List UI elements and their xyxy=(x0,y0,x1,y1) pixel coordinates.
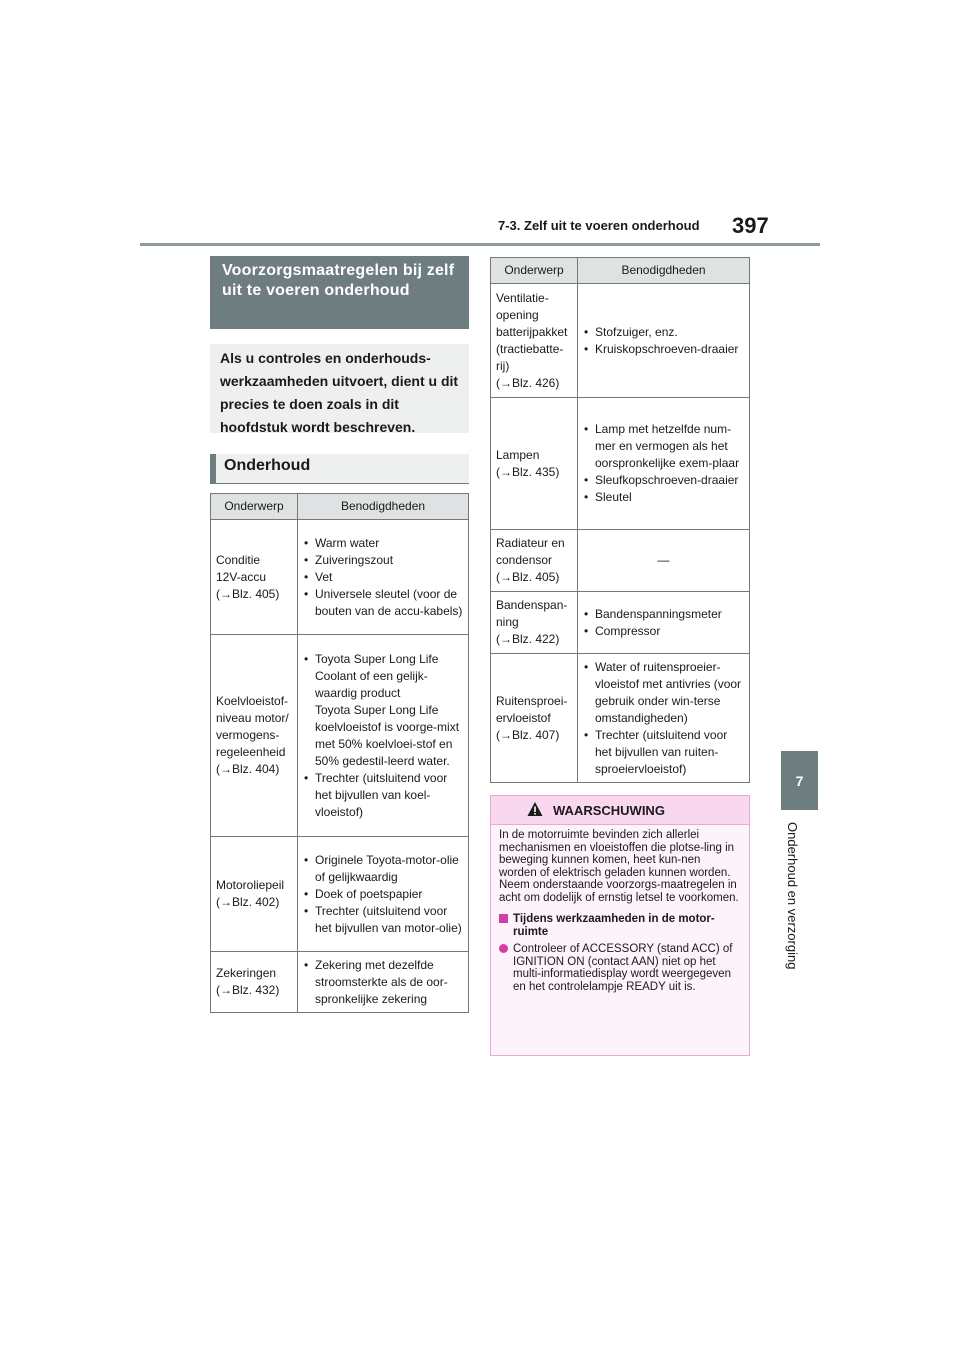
topic-line: opening xyxy=(496,307,539,322)
supplies-list xyxy=(583,659,744,778)
table-row xyxy=(491,592,750,654)
supplies-cell xyxy=(298,952,469,1013)
topic-line: Bandenspan- xyxy=(496,598,568,612)
topic-line: batterijpakket xyxy=(496,324,568,339)
topic-line: (→Blz. 435) xyxy=(496,464,560,479)
table-row xyxy=(491,398,750,530)
topic-line: vermogens- xyxy=(216,728,280,742)
supply-item: • Toyota Super Long Life Coolant of een gelijk-waardig product xyxy=(303,651,463,702)
warning-item xyxy=(499,943,741,993)
warning-triangle-icon xyxy=(527,801,543,817)
supply-item: • Water of ruitensproeier-vloeistof met antivries (voor gebruik onder win-terse omstandigheden) xyxy=(583,659,744,727)
supply-item: • Stofzuiger, enz. xyxy=(583,324,744,341)
warning-item-text: Controleer of ACCESSORY (stand ACC) of IGNITION ON (contact AAN) niet op het multi-informatiedisplay wordt weergegeven en het controlelampje READY uit is. xyxy=(513,943,733,993)
chapter-tab[interactable]: 7 xyxy=(781,751,818,810)
topic-line: (→Blz. 404) xyxy=(216,762,280,776)
supply-item: • Originele Toyota-motor-olie of gelijkwaardig xyxy=(303,852,463,886)
subheading-onderhoud: Onderhoud xyxy=(210,454,469,484)
topic-cell xyxy=(211,837,298,952)
supply-item: • Trechter (uitsluitend voor het bijvullen van motor-olie) xyxy=(303,903,463,937)
column-header-supplies: Benodigdheden xyxy=(578,258,750,284)
circle-bullet-icon xyxy=(499,944,508,953)
topic-line: Koelvloeistof- xyxy=(216,694,289,708)
topic-cell xyxy=(491,284,578,398)
topic-line: ervloeistof xyxy=(496,710,551,725)
section-title: Voorzorgsmaatregelen bij zelf uit te voeren onderhoud xyxy=(210,256,469,329)
topic-line: Radiateur en xyxy=(496,536,565,550)
warning-title: WAARSCHUWING xyxy=(553,803,665,818)
topic-cell xyxy=(491,592,578,654)
table-row xyxy=(491,654,750,783)
supplies-list xyxy=(583,606,744,640)
topic-line: Zekeringen xyxy=(216,966,277,980)
topic-line: (→Blz. 402) xyxy=(216,895,280,909)
topic-line: condensor xyxy=(496,553,553,567)
topic-line: ning xyxy=(496,615,519,629)
maintenance-table-left xyxy=(210,493,469,1013)
supply-item: • Lamp met hetzelfde num-mer en vermogen als het oorspronkelijke exem-plaar xyxy=(583,421,744,472)
warning-header xyxy=(491,796,749,825)
supplies-cell xyxy=(578,284,750,398)
supply-item: • Warm water xyxy=(303,535,463,552)
topic-line: Ruitensproei- xyxy=(496,693,568,708)
topic-line: Conditie xyxy=(216,552,261,567)
column-header-supplies: Benodigdheden xyxy=(298,494,469,520)
topic-line: rij) xyxy=(496,358,510,373)
supplies-list xyxy=(583,324,744,358)
topic-cell xyxy=(211,952,298,1013)
warning-subheading-label: Tijdens werkzaamheden in de motor-ruimte xyxy=(513,913,715,938)
supplies-cell xyxy=(578,530,750,592)
supplies-cell xyxy=(578,398,750,530)
supplies-cell xyxy=(578,592,750,654)
maintenance-table-right xyxy=(490,257,750,783)
supply-item: Toyota Super Long Life koelvloeistof is voorge-mixt met 50% koelvloei-stof en 50% gedestil-leerd water. xyxy=(315,702,460,768)
supply-item: • Kruiskopschroeven-draaier xyxy=(583,341,744,358)
supplies-list xyxy=(303,852,463,937)
supplies-list xyxy=(303,535,463,620)
topic-line: Ventilatie- xyxy=(496,290,549,305)
table-row xyxy=(211,952,469,1013)
supplies-list xyxy=(303,651,463,821)
topic-line: Lampen xyxy=(496,447,540,462)
supplies-list xyxy=(303,957,463,1008)
supply-item: • Compressor xyxy=(583,623,744,640)
supply-item: • Sleufkopschroeven-draaier xyxy=(583,472,744,489)
topic-line: (→Blz. 407) xyxy=(496,727,560,742)
topic-line: (tractiebatte- xyxy=(496,341,564,356)
column-header-topic: Onderwerp xyxy=(491,258,578,284)
table-row xyxy=(491,284,750,398)
supply-item: • Trechter (uitsluitend voor het bijvullen van ruiten-sproeiervloeistof) xyxy=(583,727,744,778)
supply-item: • Zuiveringszout xyxy=(303,552,463,569)
header-divider xyxy=(140,243,820,246)
table-row xyxy=(491,530,750,592)
topic-cell xyxy=(491,654,578,783)
supply-item: • Doek of poetspapier xyxy=(303,886,463,903)
topic-line: Motoroliepeil xyxy=(216,878,285,892)
chapter-title: 7-3. Zelf uit te voeren onderhoud xyxy=(498,218,700,233)
chapter-side-label: Onderhoud en verzorging xyxy=(785,822,800,970)
topic-line: (→Blz. 432) xyxy=(216,983,280,997)
topic-line: (→Blz. 426) xyxy=(496,375,560,390)
supply-item: • Vet xyxy=(303,569,463,586)
supplies-cell xyxy=(298,520,469,635)
topic-line: niveau motor/ xyxy=(216,711,289,725)
topic-line: (→Blz. 405) xyxy=(216,586,280,601)
warning-subheading xyxy=(499,913,741,938)
topic-line: regeleenheid xyxy=(216,745,286,759)
topic-line: (→Blz. 405) xyxy=(496,570,560,584)
supplies-cell xyxy=(578,654,750,783)
topic-line: 12V-accu xyxy=(216,569,267,584)
table-row xyxy=(211,520,469,635)
supply-item: • Zekering met dezelfde stroomsterkte als de oor-spronkelijke zekering xyxy=(303,957,463,1008)
topic-cell xyxy=(491,398,578,530)
topic-cell xyxy=(211,635,298,837)
warning-box xyxy=(490,795,750,1056)
supplies-list xyxy=(583,421,744,506)
topic-cell xyxy=(211,520,298,635)
supply-item: • Sleutel xyxy=(583,489,744,506)
page-number: 397 xyxy=(732,213,769,238)
table-row xyxy=(211,635,469,837)
square-bullet-icon xyxy=(499,914,508,923)
warning-text: In de motorruimte bevinden zich allerlei mechanismen en vloeistoffen die plotse-ling in beweging kunnen komen, heet kun-nen worden of elektrisch geladen kunnen worden. Neem onderstaande voorzorgs-maatregelen in acht om dodelijk of ernstig letsel te voorkomen. xyxy=(499,829,739,904)
table-row xyxy=(211,837,469,952)
topic-line: (→Blz. 422) xyxy=(496,632,560,646)
supplies-cell xyxy=(298,837,469,952)
supplies-cell xyxy=(298,635,469,837)
supply-item: • Universele sleutel (voor de bouten van de accu-kabels) xyxy=(303,586,463,620)
supply-item: • Trechter (uitsluitend voor het bijvullen van koel-vloeistof) xyxy=(303,770,463,821)
supply-item: • Bandenspanningsmeter xyxy=(583,606,744,623)
column-header-topic: Onderwerp xyxy=(211,494,298,520)
empty-dash: — xyxy=(657,553,670,567)
topic-cell xyxy=(491,530,578,592)
section-intro: Als u controles en onderhouds-werkzaamheden uitvoert, dient u dit precies te doen zoals in dit hoofdstuk wordt beschreven. xyxy=(210,344,469,433)
